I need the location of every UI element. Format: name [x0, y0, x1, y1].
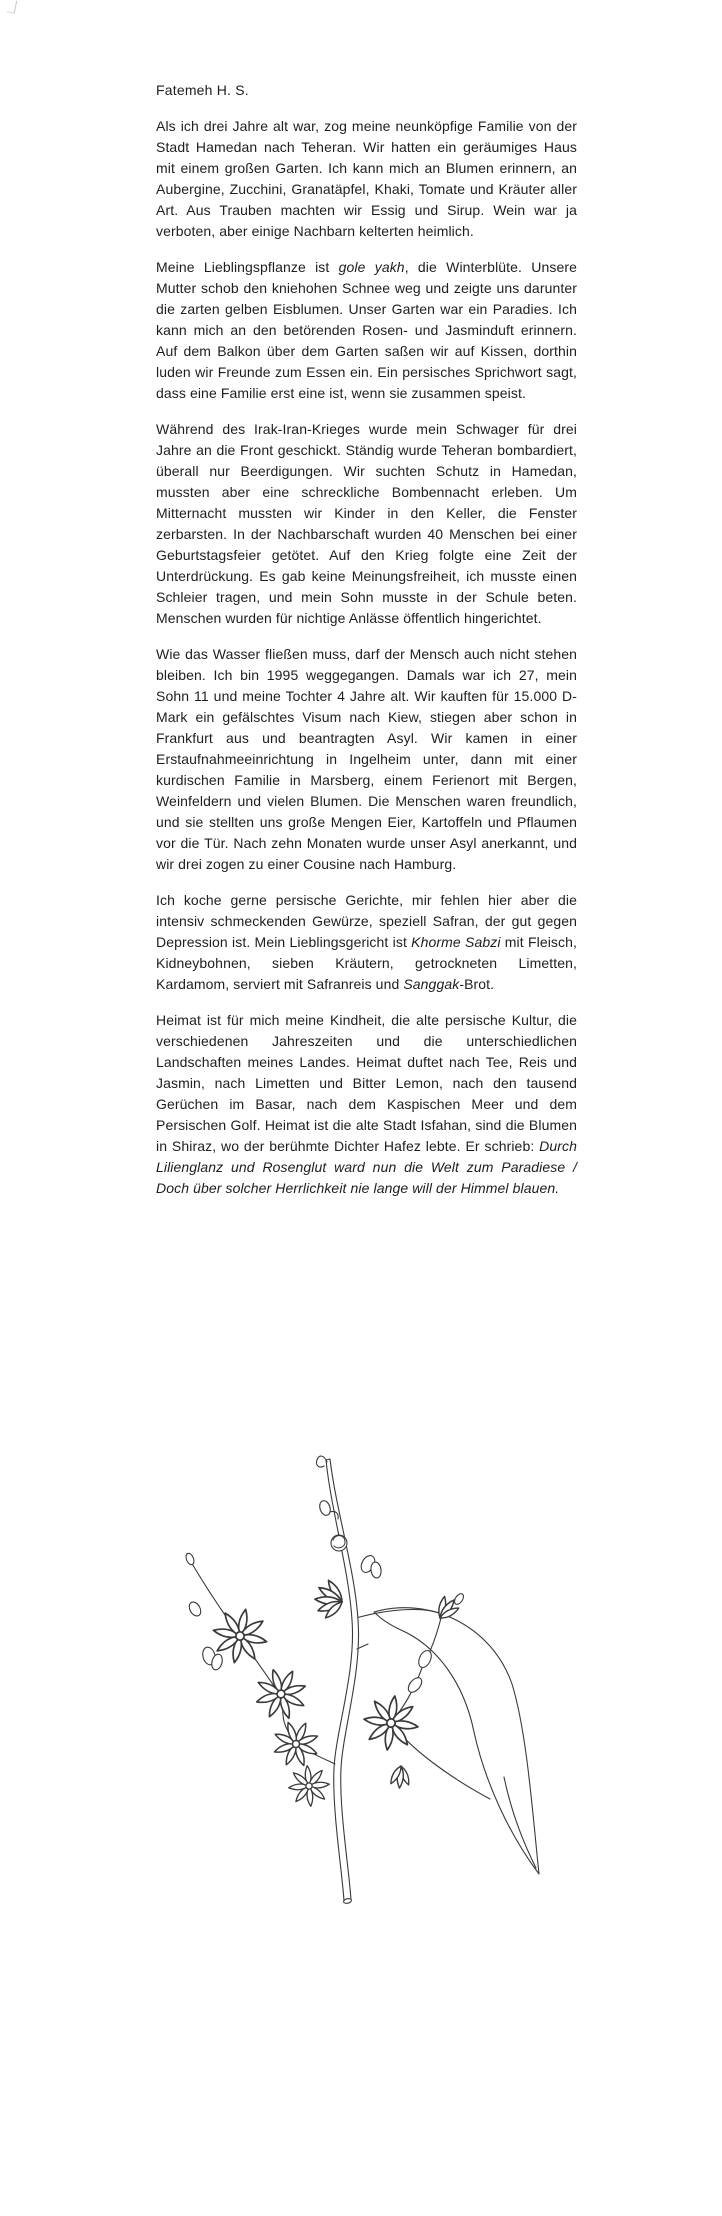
paragraph: Meine Lieblingspflanze ist gole yakh, die Winterblüte. Unsere Mutter schob den kniehohen Schnee weg und zeigte uns darunter die zarten gelben Eisblumen. Unser Garten war ein Paradies. Ich kann mich an den betörenden Rosen- und Jasminduft erinnern. Auf dem Balkon über dem Garten saßen wir auf Kissen, dorthin luden wir Freunde zum Essen ein. Ein persisches Sprichwort sagt, dass eine Familie erst eine ist, wenn sie zusammen speist.: [156, 259, 577, 401]
flower-branch-drawing: [178, 1450, 563, 1922]
paragraph: Heimat ist für mich meine Kindheit, die alte persische Kultur, die verschiedenen Jahreszeiten und die unterschiedlichen Landschaften meines Landes. Heimat duftet nach Tee, Reis und Jasmin, nach Limetten und Bitter Lemon, nach den tausend Gerüchen im Basar, nach dem Kaspischen Meer und dem Persischen Golf. Heimat ist die alte Stadt Isfahan, sind die Blumen in Shiraz, wo der berühmte Dichter Hafez lebte. Er schrieb: Durch Lilienglanz und Rosenglut ward nun die Welt zum Paradiese / Doch über solcher Herrlichkeit nie lange will der Himmel blauen.: [156, 1012, 577, 1196]
left-tip-bud: [185, 1552, 196, 1566]
left-bud: [187, 1600, 203, 1618]
author-name: Fatemeh H. S.: [156, 82, 249, 98]
botanical-illustration: [178, 1450, 563, 1922]
apex-bud: [316, 1456, 327, 1467]
page-edge-artifact: [7, 0, 18, 14]
side-flower-fan: [315, 1579, 345, 1621]
stem-bud: [318, 1499, 332, 1516]
paragraph: Ich koche gerne persische Gerichte, mir fehlen hier aber die intensiv schmeckenden Gewürze, speziell Safran, der gut gegen Depression ist. Mein Lieblingsgericht ist Khorme Sabzi mit Fleisch, Kidneybohnen, sieben Kräutern, getrockneten Limetten, Kardamom, serviert mit Safranreis und Sanggak-Brot.: [156, 892, 577, 992]
main-stem: [326, 1459, 359, 1901]
star-flower: [360, 1692, 421, 1753]
leaf-outline: [374, 1608, 539, 1874]
paragraph: Während des Irak-Iran-Krieges wurde mein Schwager für drei Jahre an die Front geschickt. Ständig wurde Teheran bombardiert, überall nur Beerdigungen. Wir suchten Schutz in Hamedan, mussten aber eine schreckliche Bombennacht erleben. Um Mitternacht mussten wir Kinder in den Keller, die Fenster zerbarsten. In der Nachbarschaft wurden 40 Menschen bei einer Geburtstagsfeier getötet. Auf den Krieg folgte eine Zeit der Unterdrückung. Es gab keine Meinungsfreiheit, ich musste einen Schleier tragen, und mein Sohn musste in der Schule beten. Menschen wurden für nichtige Anlässe öffentlich hingerichtet.: [156, 421, 577, 626]
story-text: [156, 116, 577, 1214]
right-branch-bud: [406, 1675, 425, 1694]
right-branch-bud: [416, 1649, 434, 1670]
star-flower: [287, 1764, 331, 1808]
paragraph: Als ich drei Jahre alt war, zog meine neunköpfige Familie von der Stadt Hamedan nach Teheran. Wir hatten ein geräumiges Haus mit einem großen Garten. Ich kann mich an Blumen erinnern, an Aubergine, Zucchini, Granatäpfel, Khaki, Tomate und Kräuter aller Art. Aus Trauben machten wir Essig und Sirup. Wein war ja verboten, aber einige Nachbarn kelterten heimlich.: [156, 118, 577, 239]
bud-cluster: [370, 1561, 382, 1578]
right-branch-bud: [453, 1592, 466, 1606]
paragraph: Wie das Wasser fließen muss, darf der Mensch auch nicht stehen bleiben. Ich bin 1995 weggegangen. Damals war ich 27, mein Sohn 11 und meine Tochter 4 Jahre alt. Wir kauften für 15.000 D-Mark ein gefälschtes Visum nach Kiew, stiegen aber schon in Frankfurt aus und beantragten Asyl. Wir kamen in einer Erstaufnahmeeinrichtung in Ingelheim unter, dann mit einer kurdischen Familie in Marsberg, einem Ferienort mit Bergen, Weinfeldern und vielen Blumen. Die Menschen waren freundlich, und sie stellten uns große Mengen Eier, Kartoffeln und Pflaumen vor die Tür. Nach zehn Monaten wurde unser Asyl anerkannt, und wir drei zogen zu einer Cousine nach Hamburg.: [156, 646, 577, 872]
down-bud-fan: [388, 1765, 411, 1789]
star-flower: [266, 1714, 327, 1775]
star-flower: [249, 1662, 313, 1726]
